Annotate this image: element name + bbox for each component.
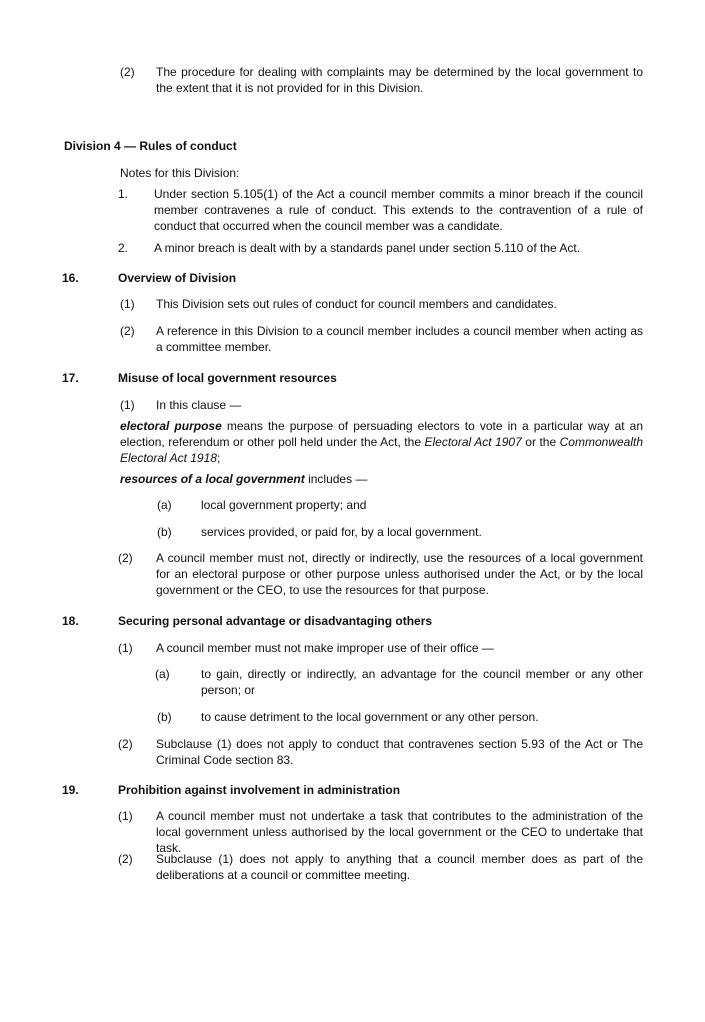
clause-number: (2) bbox=[120, 324, 135, 338]
definition-text: means the purpose of persuading electors to vote in a particular way at an election, referendum or other poll held under the Act, the bbox=[120, 419, 644, 449]
note-text: A minor breach is dealt with by a standards panel under section 5.110 of the Act. bbox=[154, 241, 581, 255]
clause-number: (1) bbox=[120, 297, 135, 311]
clause-number: (1) bbox=[120, 398, 135, 412]
clause-text: A reference in this Division to a council member includes a council member when acting as a committee member. bbox=[156, 324, 643, 354]
defined-term: resources of a local government bbox=[120, 472, 305, 486]
section-number: 19. bbox=[62, 783, 79, 797]
section-title: Misuse of local government resources bbox=[118, 371, 337, 385]
division-title: Division 4 — Rules of conduct bbox=[64, 139, 237, 153]
definition-text: includes — bbox=[304, 472, 368, 486]
clause-text: The procedure for dealing with complaints may be determined by the local government to the extent that it is not provided for in this Division. bbox=[156, 65, 643, 95]
clause-number: (2) bbox=[118, 852, 133, 866]
item-text: services provided, or paid for, by a local government. bbox=[201, 525, 482, 539]
clause-number: (1) bbox=[118, 641, 133, 655]
clause-text: Subclause (1) does not apply to anything that a council member does as part of the deliberations at a council or committee meeting. bbox=[156, 852, 643, 882]
definition-resources bbox=[120, 471, 367, 487]
note-number: 1. bbox=[118, 187, 129, 201]
clause-text: A council member must not undertake a task that contributes to the administration of the local government unless authorised by the local government or the CEO to undertake that task. bbox=[156, 809, 643, 855]
section-number: 18. bbox=[62, 614, 79, 628]
clause-text: Subclause (1) does not apply to conduct that contravenes section 5.93 of the Act or The Criminal Code section 83. bbox=[156, 737, 643, 767]
act-name: Electoral Act 1907 bbox=[424, 435, 522, 449]
item-number: (b) bbox=[157, 710, 172, 724]
section-title: Prohibition against involvement in administration bbox=[118, 783, 401, 797]
section-title: Securing personal advantage or disadvantaging others bbox=[118, 614, 433, 628]
clause-text: A council member must not, directly or indirectly, use the resources of a local government for an electoral purpose or other purpose unless authorised under the Act, or by the local government or the CEO, to use the resources for that purpose. bbox=[156, 551, 643, 597]
note-text: Under section 5.105(1) of the Act a council member commits a minor breach if the council member contravenes a rule of conduct. This extends to the contravention of a rule of conduct that occurred when the council member was a candidate. bbox=[154, 187, 643, 233]
clause-number: (2) bbox=[118, 737, 133, 751]
item-text: to cause detriment to the local government or any other person. bbox=[201, 710, 539, 724]
item-number: (a) bbox=[155, 667, 170, 681]
clause-text: A council member must not make improper use of their office — bbox=[156, 641, 494, 655]
act-name: Commonwealth Electoral Act 1918 bbox=[120, 435, 644, 465]
definition-text: ; bbox=[216, 451, 221, 465]
section-title: Overview of Division bbox=[118, 271, 237, 285]
clause-text: This Division sets out rules of conduct for council members and candidates. bbox=[156, 297, 557, 311]
definition-electoral-purpose bbox=[120, 418, 643, 466]
item-text: local government property; and bbox=[201, 498, 367, 512]
clause-number: (2) bbox=[120, 65, 135, 79]
notes-label: Notes for this Division: bbox=[120, 166, 240, 180]
clause-number: (2) bbox=[118, 551, 133, 565]
note-number: 2. bbox=[118, 241, 129, 255]
clause-text: In this clause — bbox=[156, 398, 242, 412]
definition-text: or the bbox=[521, 435, 560, 449]
section-number: 16. bbox=[62, 271, 79, 285]
item-number: (b) bbox=[157, 525, 172, 539]
item-text: to gain, directly or indirectly, an advantage for the council member or any other person; or bbox=[201, 667, 643, 697]
defined-term: electoral purpose bbox=[120, 419, 222, 433]
section-number: 17. bbox=[62, 371, 79, 385]
item-number: (a) bbox=[157, 498, 172, 512]
clause-number: (1) bbox=[118, 809, 133, 823]
